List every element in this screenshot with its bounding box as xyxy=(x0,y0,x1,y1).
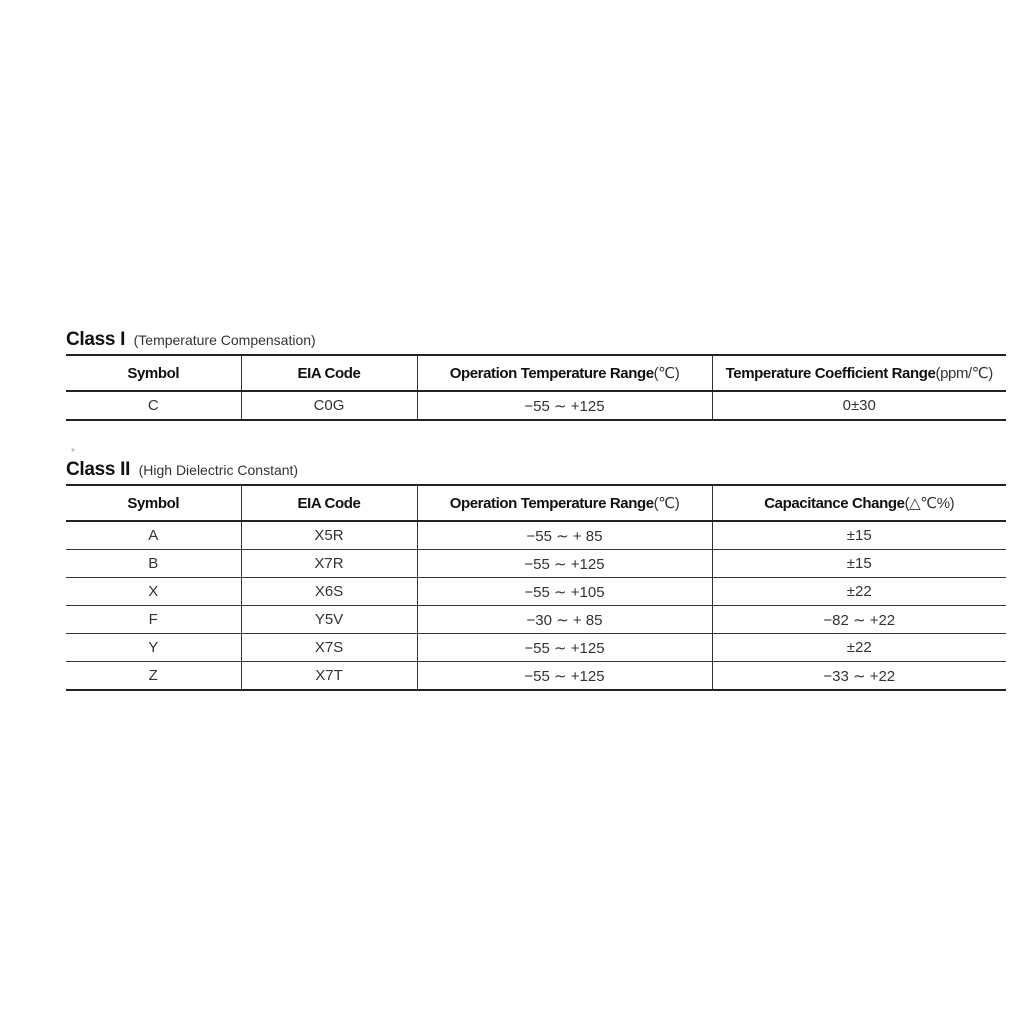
cell-operation-temperature: −55 ∼ +105 xyxy=(417,578,712,606)
class-1-section xyxy=(66,326,1006,421)
cell-symbol: B xyxy=(66,550,241,578)
cell-symbol: A xyxy=(148,527,159,544)
table-row xyxy=(66,550,1006,578)
cell-operation-temperature: −30 ∼ + 85 xyxy=(417,606,712,634)
cell-eia-code: X7T xyxy=(241,662,417,691)
class-1-title: Class I xyxy=(66,329,126,350)
class-2-title: Class II xyxy=(66,459,131,480)
cell-eia-code: C0G xyxy=(241,391,417,420)
header-capacitance-change-label: Capacitance Change xyxy=(764,495,905,512)
cell-symbol: Z xyxy=(66,662,241,691)
header-operation-temperature xyxy=(417,485,712,521)
cell-operation-temperature: −55 ∼ +125 xyxy=(417,662,712,691)
header-temperature-coefficient xyxy=(712,355,1006,391)
table-header-row xyxy=(66,485,1006,521)
header-capacitance-change-unit: (△℃%) xyxy=(904,495,955,512)
cell-symbol: X xyxy=(66,578,241,606)
class-2-subtitle: (High Dielectric Constant) xyxy=(138,462,299,478)
cell-eia-code: X5R xyxy=(241,521,417,550)
header-symbol: Symbol xyxy=(66,485,241,521)
table-row xyxy=(66,578,1006,606)
header-temperature-coefficient-label: Temperature Coefficient Range xyxy=(725,365,936,382)
cell-capacitance-change: ±15 xyxy=(712,550,1006,578)
header-eia-code: EIA Code xyxy=(241,355,417,391)
cell-eia-code: X6S xyxy=(241,578,417,606)
class-2-section xyxy=(66,447,1006,691)
class-2-table xyxy=(66,484,1006,691)
header-eia-code: EIA Code xyxy=(241,485,417,521)
header-capacitance-change xyxy=(712,485,1006,521)
table-row xyxy=(66,391,1006,420)
cell-eia-code: X7R xyxy=(241,550,417,578)
cell-operation-temperature: −55 ∼ +125 xyxy=(417,550,712,578)
cell-capacitance-change: −82 ∼ +22 xyxy=(712,606,1006,634)
header-operation-temperature-unit: (℃) xyxy=(653,365,680,382)
cell-capacitance-change: ±15 xyxy=(712,521,1006,550)
header-temperature-coefficient-unit: (ppm/℃) xyxy=(935,365,993,382)
cell-symbol: F xyxy=(66,606,241,634)
cell-eia-code: Y5V xyxy=(241,606,417,634)
cell-operation-temperature: −55 ∼ +125 xyxy=(417,634,712,662)
class-1-table xyxy=(66,354,1006,421)
cell-temperature-coefficient: 0±30 xyxy=(712,391,1006,420)
cell-symbol: C xyxy=(147,397,159,414)
header-operation-temperature xyxy=(417,355,712,391)
table-row xyxy=(66,521,1006,550)
cell-capacitance-change: ±22 xyxy=(712,634,1006,662)
header-operation-temperature-unit: (℃) xyxy=(653,495,680,512)
header-operation-temperature-label: Operation Temperature Range xyxy=(449,495,654,512)
cell-symbol: Y xyxy=(66,634,241,662)
cell-eia-code: X7S xyxy=(241,634,417,662)
header-operation-temperature-label: Operation Temperature Range xyxy=(449,365,654,382)
class-1-subtitle: (Temperature Compensation) xyxy=(133,332,316,348)
cell-capacitance-change: −33 ∼ +22 xyxy=(712,662,1006,691)
table-row xyxy=(66,634,1006,662)
table-row xyxy=(66,662,1006,691)
header-symbol: Symbol xyxy=(66,355,241,391)
table-row xyxy=(66,606,1006,634)
cell-operation-temperature: −55 ∼ + 85 xyxy=(417,521,712,550)
table-header-row xyxy=(66,355,1006,391)
cell-operation-temperature: −55 ∼ +125 xyxy=(417,391,712,420)
cell-capacitance-change: ±22 xyxy=(712,578,1006,606)
class-1-heading xyxy=(66,326,1006,354)
class-2-heading xyxy=(66,447,1006,484)
class-2-star-mark: * xyxy=(71,447,75,458)
